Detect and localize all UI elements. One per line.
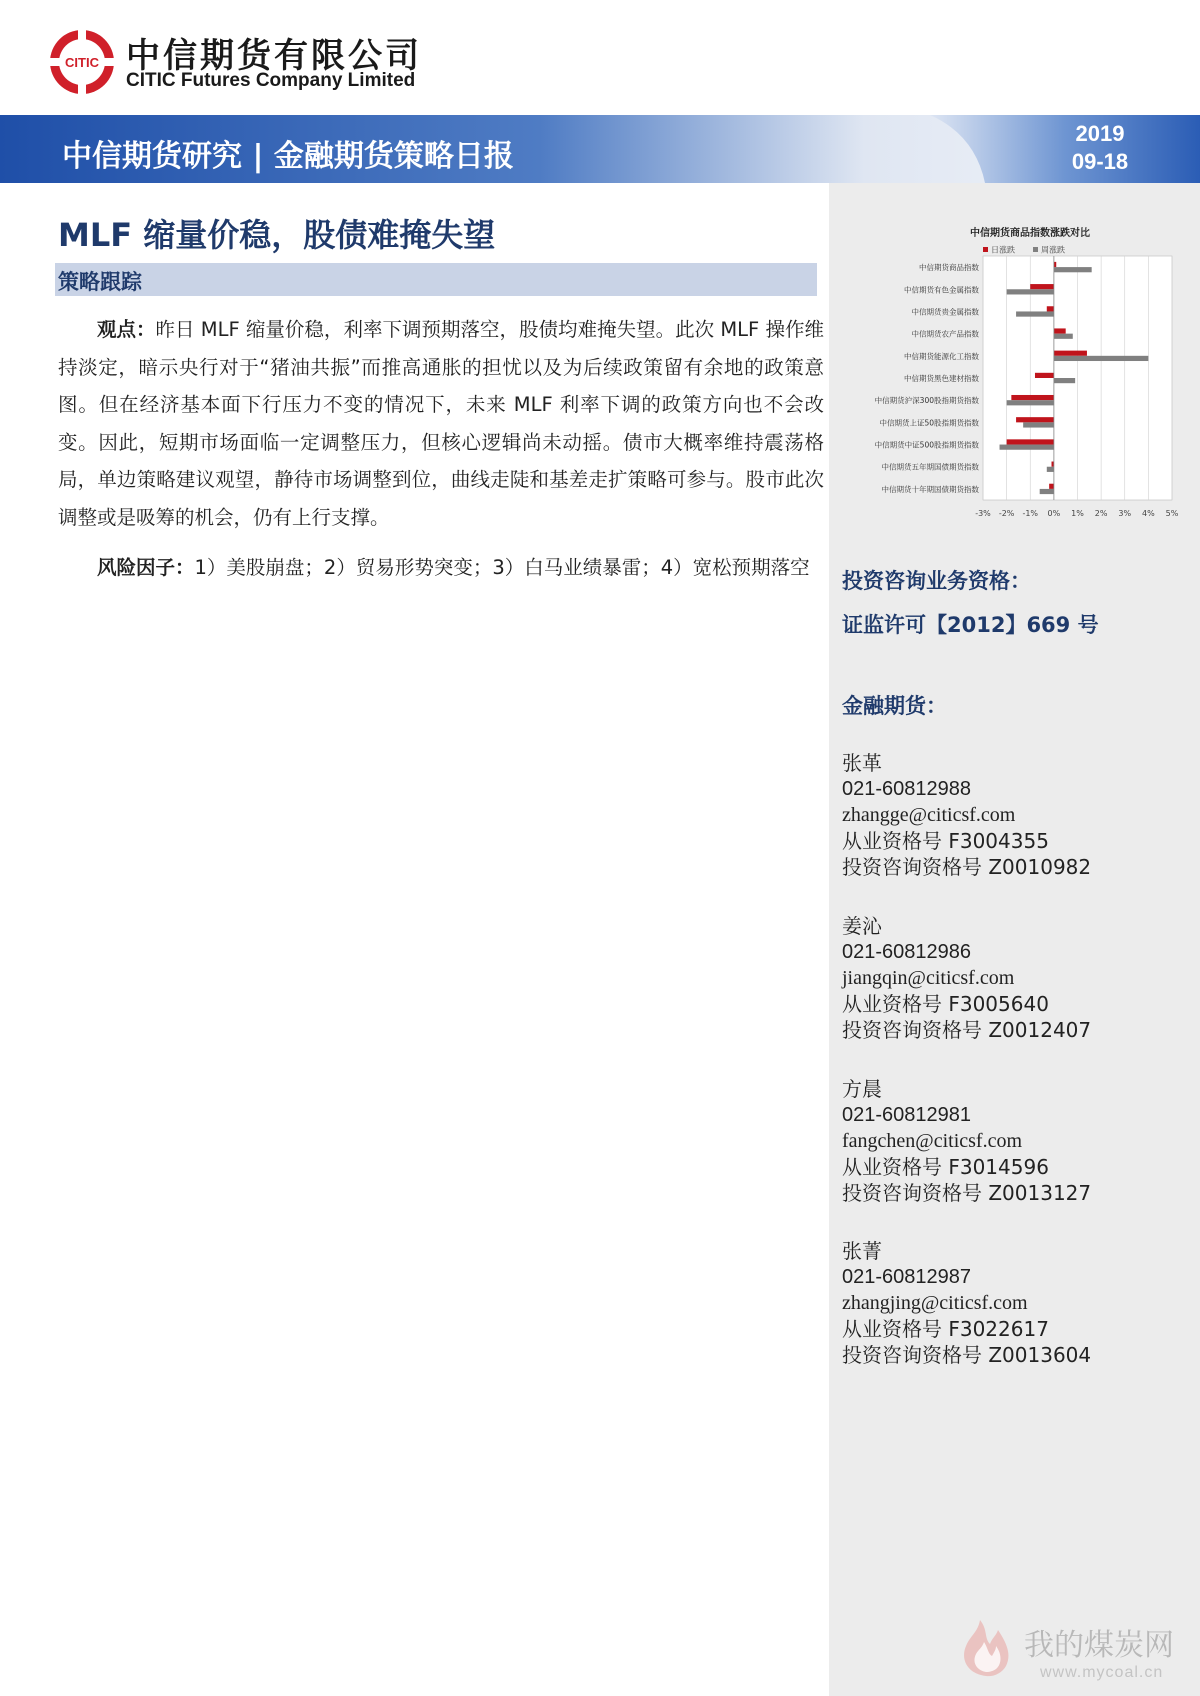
logo-text: CITIC [65,55,99,70]
report-month-day: 09-18 [1071,149,1129,174]
contact-name: 张菁 [842,1239,882,1263]
chart-bar [1011,395,1054,400]
contact-name: 姜沁 [842,914,882,938]
chart-category-label: 中信期货五年期国债期货指数 [881,462,979,472]
chart-legend-swatch [1033,247,1038,252]
chart-title: 中信期货商品指数涨跌对比 [970,228,1090,239]
report-date [1050,120,1150,176]
report-year: 2019 [1075,121,1125,146]
chart-bar [1030,284,1054,289]
chart-bar [1023,422,1054,427]
chart-tick-label: 1% [1071,509,1084,518]
chart-bar [1000,445,1054,450]
chart-bar [1049,484,1054,489]
contact-email[interactable]: jiangqin@citicsf.com [842,967,1015,989]
chart-category-label: 中信期货贵金属指数 [911,307,979,317]
chart-bar [1047,467,1054,472]
contact-advisory-license: 投资咨询资格号 Z0013604 [842,1343,1092,1367]
contact-card [842,913,1182,1043]
report-title: MLF 缩量价稳，股债难掩失望 [58,216,496,254]
section-title: 策略跟踪 [58,270,142,294]
chart-bar [1054,351,1087,356]
contact-name: 张革 [842,751,882,775]
risk-label: 风险因子： [97,556,195,579]
department-title: 金融期货： [842,694,947,718]
banner-title: 中信期货研究 | 金融期货策略日报 [62,139,514,174]
view-label: 观点： [97,318,156,341]
chart-tick-label: -2% [998,509,1015,518]
contact-email[interactable]: fangchen@citicsf.com [842,1130,1023,1152]
chart-legend-label: 周涨跌 [1041,245,1065,255]
contact-phone: 021-60812986 [842,941,972,963]
chart-bar [1054,378,1075,383]
risk-paragraph [58,549,824,587]
company-name-en: CITIC Futures Company Limited [126,70,416,91]
watermark-url: www.mycoal.cn [1040,1664,1164,1681]
chart-bar [1007,400,1054,405]
contact-advisory-license: 投资咨询资格号 Z0010982 [842,855,1092,879]
contact-card [842,750,1182,880]
chart-bar [1047,306,1054,311]
index-change-chart [840,222,1180,527]
chart-tick-label: 4% [1142,509,1155,518]
chart-bar [1035,373,1054,378]
chart-tick-label: -1% [1022,509,1039,518]
license-number: 证监许可【2012】669 号 [842,613,1099,637]
chart-legend-label: 日涨跌 [991,245,1015,255]
chart-category-label: 中信期货商品指数 [919,263,979,273]
contact-phone: 021-60812981 [842,1104,972,1126]
chart-category-label: 中信期货上证50股指期货指数 [879,418,979,428]
contact-practice-license: 从业资格号 F3022617 [842,1317,1049,1341]
chart-category-label: 中信期货能源化工指数 [904,351,979,361]
chart-legend-swatch [983,247,988,252]
chart-bar [1016,311,1054,316]
chart-tick-label: 5% [1165,509,1179,518]
chart-bar [1007,439,1054,444]
chart-category-label: 中信期货农产品指数 [911,329,979,339]
flame-watermark-icon [958,1616,1014,1678]
citic-logo-icon [48,28,116,96]
chart-tick-label: -3% [975,509,991,518]
chart-bar [1054,328,1066,333]
chart-bar [1054,356,1149,361]
contact-card [842,1076,1182,1206]
contact-practice-license: 从业资格号 F3005640 [842,992,1049,1016]
contact-advisory-license: 投资咨询资格号 Z0012407 [842,1018,1092,1042]
chart-bar [1007,289,1054,294]
chart-category-label: 中信期货中证500股指期货指数 [874,440,979,450]
contact-phone: 021-60812987 [842,1266,972,1288]
chart-tick-label: 2% [1094,509,1108,518]
contact-email[interactable]: zhangjing@citicsf.com [842,1292,1028,1314]
view-paragraph [58,311,824,536]
chart-tick-label: 0% [1047,509,1061,518]
watermark-text: 我的煤炭网 [1024,1628,1174,1663]
chart-bar [1040,489,1054,494]
section-header-bar [55,263,817,296]
qualification-title: 投资咨询业务资格： [842,569,1031,593]
chart-bar [1054,267,1092,272]
chart-bar [1016,417,1054,422]
contact-name: 方晨 [842,1077,882,1101]
chart-tick-label: 3% [1118,509,1132,518]
company-name-cn: 中信期货有限公司 [126,36,422,76]
view-text: 昨日 MLF 缩量价稳，利率下调预期落空，股债均难掩失望。此次 MLF 操作维持淡定，暗示央行对于“猪油共振”而推高通胀的担忧以及为后续政策留有余地的政策意图。但在经济基本面下行压力不变的情况下，未来 MLF 利率下调的政策方向也不会改变。因此，短期市场面临一定调整压力，但核心逻辑尚未动摇。债市大概率维持震荡格局，单边策略建议观望，静待市场调整到位，曲线走陡和基差走扩策略可参与。股市此次调整或是吸筹的机会，仍有上行支撑。 [58,318,824,529]
chart-bar [1054,334,1073,339]
contact-practice-license: 从业资格号 F3014596 [842,1155,1049,1179]
chart-category-label: 中信期货沪深300股指期货指数 [874,396,979,406]
contact-phone: 021-60812988 [842,778,972,800]
contact-advisory-license: 投资咨询资格号 Z0013127 [842,1181,1092,1205]
contact-practice-license: 从业资格号 F3004355 [842,829,1049,853]
chart-category-label: 中信期货有色金属指数 [904,285,979,295]
contact-email[interactable]: zhangge@citicsf.com [842,804,1016,826]
risk-text: 1）美股崩盘；2）贸易形势突变；3）白马业绩暴雷；4）宽松预期落空 [194,556,810,579]
chart-category-label: 中信期货黑色建材指数 [904,374,979,383]
chart-category-label: 中信期货十年期国债期货指数 [881,484,979,494]
contact-card [842,1238,1182,1368]
